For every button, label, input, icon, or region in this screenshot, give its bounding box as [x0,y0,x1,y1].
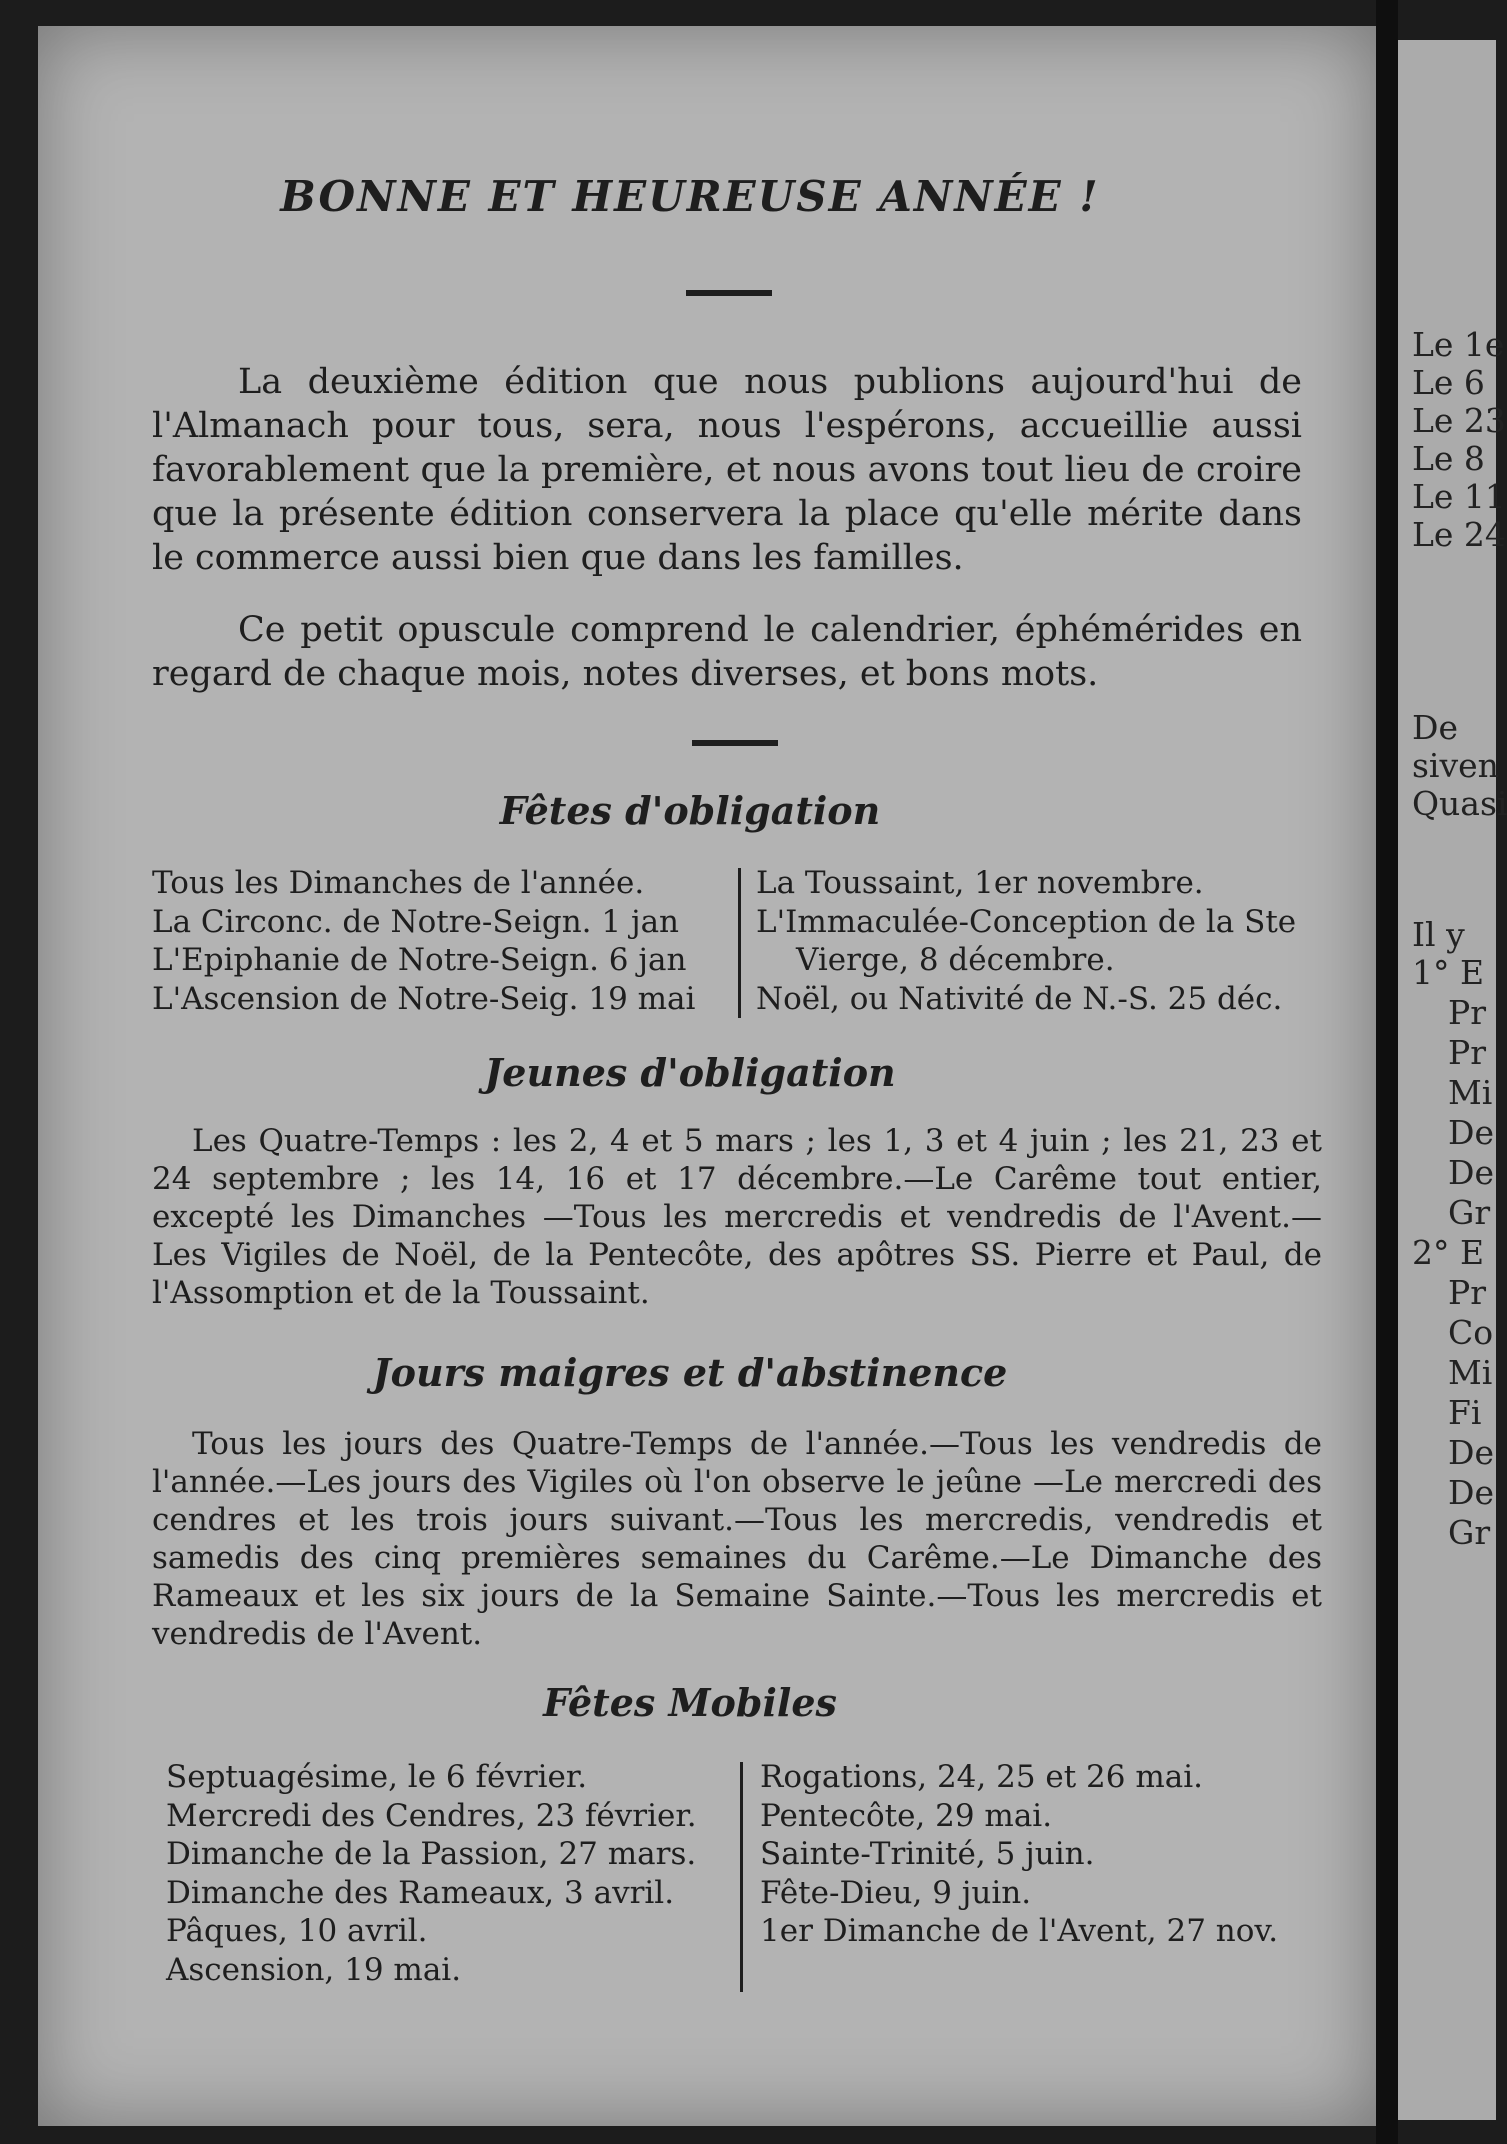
fetes-mobiles-left-list [166,1758,697,1989]
list-item: Fête-Dieu, 9 juin. [760,1874,1032,1911]
list-item: L'Immaculée-Conception de la Ste [756,903,1297,940]
list-item: Sainte-Trinité, 5 juin. [760,1836,1095,1872]
list-item: 1er Dimanche de l'Avent, 27 nov. [760,1913,1279,1949]
jeunes-obligation-text: Les Quatre-Temps : les 2, 4 et 5 mars ; les 1, 3 et 4 juin ; les 21, 23 et 24 septembre ; les 14, 16 et 17 décembre.—Le Carême tout entier, excepté les Dimanches —Tous les mercredis et vendredis de l'Avent.— Les Vigiles de Noël, de la Pentecôte, des apôtres SS. Pierre et Paul, de l'Assomption et de la Toussaint. [152,1123,1322,1311]
column-separator [738,868,741,1018]
list-item: Vierge, 8 décembre. [796,942,1115,978]
intro-paragraph: La deuxième édition que nous publions aujourd'hui de l'Almanach pour tous, sera, nous l'espérons, accueillie aussi favorablement que la première, et nous avons tout lieu de croire que la présente édition conservera la place qu'elle mérite dans le commerce aussi bien que dans les familles. [152,362,1302,578]
adjacent-page [1398,40,1507,2120]
adjacent-line: De [1448,1153,1494,1192]
adjacent-line: 1° E [1412,953,1485,992]
list-item: Rogations, 24, 25 et 26 mai. [760,1759,1204,1795]
fetes-obligation-right-list [756,864,1296,1018]
column-separator [740,1762,743,1992]
adjacent-line: Fi [1448,1393,1482,1432]
section-title-fetes-mobiles: Fêtes Mobiles [543,1680,837,1725]
adjacent-line: De [1448,1473,1494,1512]
adjacent-line: Gr [1448,1513,1491,1552]
adjacent-line: Le 23 [1412,401,1506,440]
list-item: Septuagésime, le 6 février. [166,1759,588,1795]
adjacent-line: Pr [1448,993,1486,1032]
list-item: L'Ascension de Notre-Seig. 19 mai [152,980,696,1017]
list-item: Ascension, 19 mai. [166,1951,462,1988]
adjacent-line: Il y [1412,915,1465,954]
adjacent-line: Le 6 [1412,363,1485,402]
adjacent-line: Le 24 [1412,515,1506,554]
adjacent-line: Le 1e [1412,325,1505,364]
adjacent-line: Gr [1448,1193,1491,1232]
section-title-fetes-obligation: Fêtes d'obligation [499,788,881,833]
adjacent-line: Pr [1448,1273,1486,1312]
section-title-jeunes-obligation: Jeunes d'obligation [484,1050,896,1095]
adjacent-line: Mi [1448,1073,1493,1112]
list-item: Pentecôte, 29 mai. [760,1797,1053,1834]
adjacent-line: Mi [1448,1353,1493,1392]
list-item: La Toussaint, 1er novembre. [756,865,1204,901]
list-item: Noël, ou Nativité de N.-S. 25 déc. [756,980,1283,1017]
adjacent-line: 2° E [1412,1233,1485,1272]
divider [692,740,778,746]
list-item: Dimanche de la Passion, 27 mars. [166,1836,697,1872]
adjacent-line: siven [1412,746,1499,785]
section-title-jours-maigres: Jours maigres et d'abstinence [372,1350,1008,1395]
adjacent-line: Quasi [1412,784,1507,823]
list-item: Mercredi des Cendres, 23 février. [166,1797,697,1834]
adjacent-line: Pr [1448,1033,1486,1072]
adjacent-line: Le 8 [1412,439,1485,478]
list-item: Dimanche des Rameaux, 3 avril. [166,1874,675,1911]
list-item: Pâques, 10 avril. [166,1913,428,1949]
jours-maigres-text: Tous les jours des Quatre-Temps de l'année.—Tous les vendredis de l'année.—Les jours des Vigiles où l'on observe le jeûne —Le mercredi des cendres et les trois jours suivant.—Tous les mercredis, vendredis et samedis des cinq premières semaines du Carême.—Le Dimanche des Rameaux et les six jours de la Semaine Sainte.—Tous les mercredis et vendredis de l'Avent. [152,1426,1322,1652]
divider [686,290,772,296]
fetes-mobiles-right-list [760,1758,1278,1951]
intro-paragraph: Ce petit opuscule comprend le calendrier, éphémérides en regard de chaque mois, notes diverses, et bons mots. [152,610,1302,694]
fetes-obligation-left-list [152,864,695,1018]
list-item: La Circonc. de Notre-Seign. 1 jan [152,903,680,940]
list-item: L'Epiphanie de Notre-Seign. 6 jan [152,942,687,978]
list-item: Tous les Dimanches de l'année. [152,865,645,901]
adjacent-line: De [1448,1433,1494,1472]
page-title: BONNE ET HEUREUSE ANNÉE ! [280,172,1100,221]
adjacent-line: De [1448,1113,1494,1152]
adjacent-line: De [1412,708,1458,747]
adjacent-line: Le 11 [1412,477,1506,516]
adjacent-line: Co [1448,1313,1494,1352]
